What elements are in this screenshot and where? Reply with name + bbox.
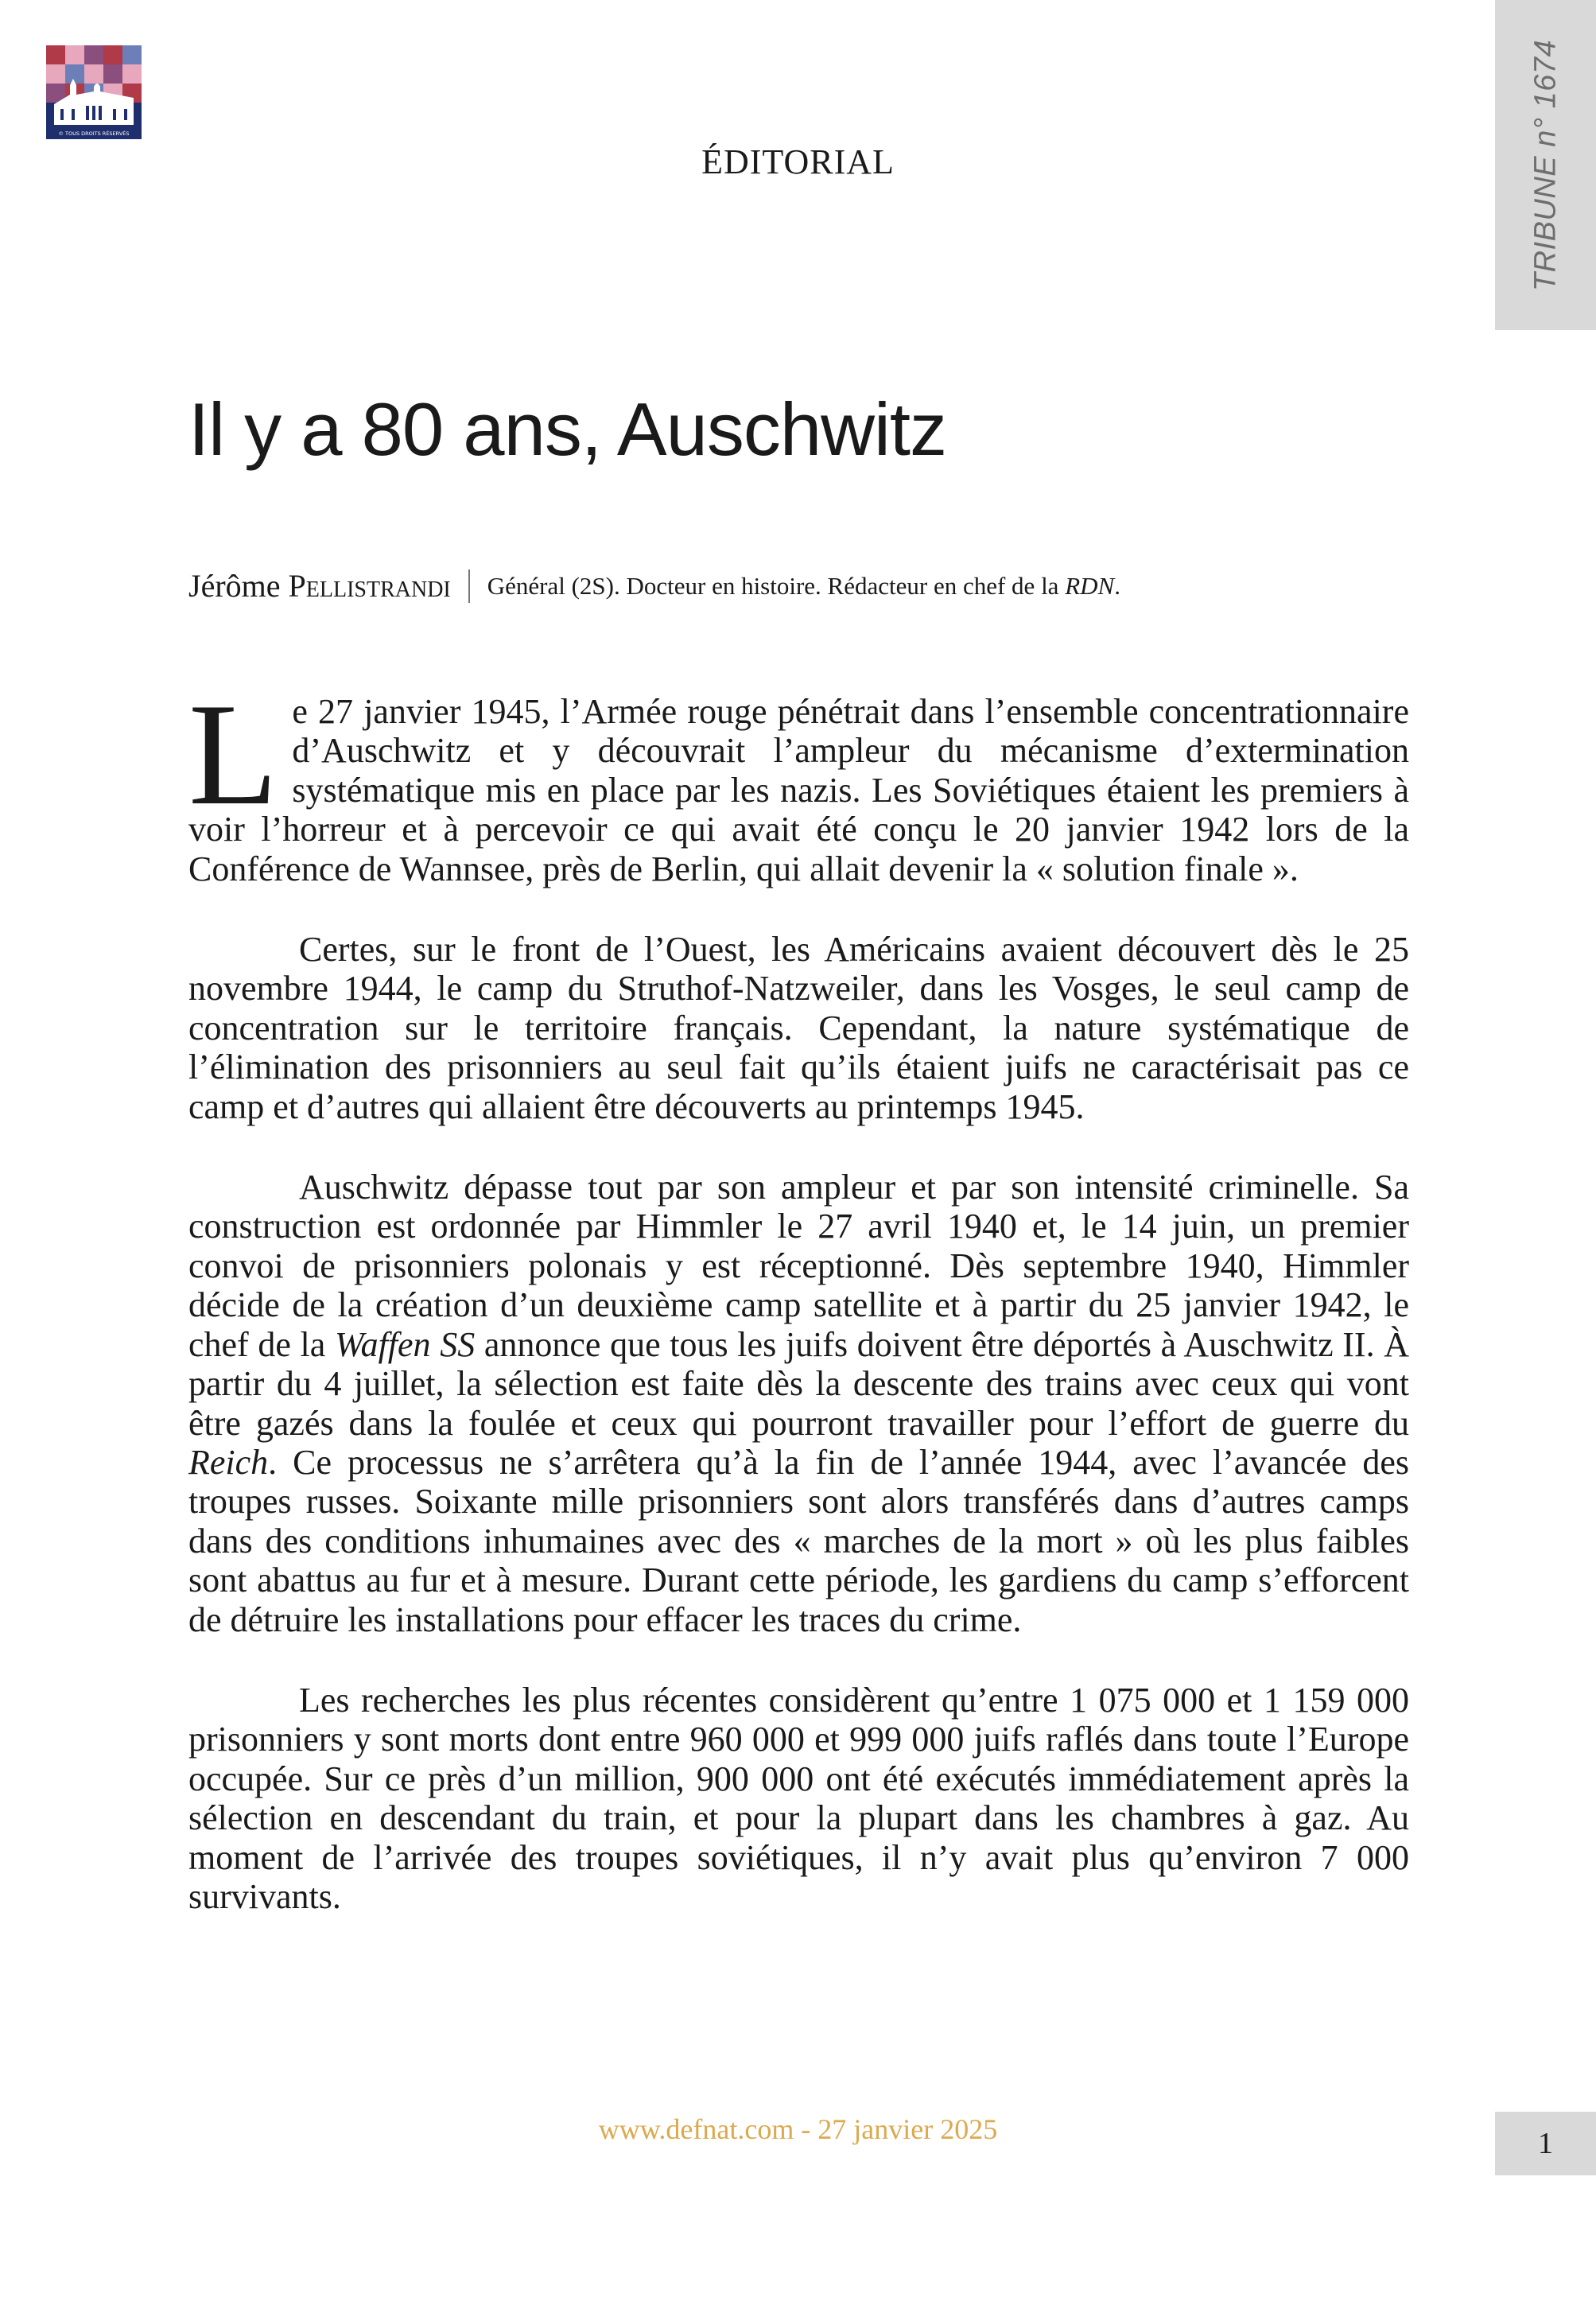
drop-cap: L: [188, 673, 278, 835]
logo-credit: © TOUS DROITS RÉSERVÉS: [58, 130, 130, 137]
author-first-name: Jérôme: [188, 568, 281, 604]
paragraph-2: Certes, sur le front de l’Ouest, les Américains avaient découvert dès le 25 novembre 1944, le camp du Struthof-Natzweiler, dans les Vosges, le seul camp de concentration sur le territoire français. Cependant, la nature systématique de l’élimination des prisonniers au seul fait qu’ils étaient juifs ne caractérisait pas ce camp et d’autres qui allaient être découverts au printemps 1945.: [188, 930, 1409, 1126]
paragraph-3-em-2: Reich: [188, 1442, 269, 1482]
article-title: Il y a 80 ans, Auschwitz: [188, 387, 947, 471]
author-last-name: Pellistrandi: [288, 568, 451, 604]
paragraph-3-part-3: . Ce processus ne s’arrêtera qu’à la fin de l’année 1944, avec l’avancée des troupes russes. Soixante mille prisonniers sont alors transférés dans d’autres camps dans des conditions inhumaines avec des « marches de la mort » où les plus faibles sont abattus au fur et à mesure. Durant cette période, les gardiens du camp s’efforcent de détruire les installations pour effacer les traces du crime.: [188, 1442, 1409, 1639]
author-role: [487, 572, 1120, 601]
paragraph-4: Les recherches les plus récentes considèrent qu’entre 1 075 000 et 1 159 000 prisonniers y sont morts dont entre 960 000 et 999 000 juifs raflés dans toute l’Europe occupée. Sur ce près d’un million, 900 000 ont été exécutés immédiatement après la sélection en descendant du train, et pour la plupart dans les chambres à gaz. Au moment de l’arrivée des troupes soviétiques, il n’y avait plus qu’environ 7 000 survivants.: [188, 1680, 1409, 1916]
paragraph-3-em-1: Waffen SS: [334, 1324, 476, 1364]
tribune-number: TRIBUNE n° 1674: [1528, 39, 1562, 291]
author-name: [188, 567, 451, 604]
paragraph-3-part-2: annonce que tous les juifs doivent être déportés à Auschwitz II. À partir du 4 juillet, la sélection est faite dès la descente des trains avec ceux qui vont être gazés dans la foulée et ceux qui pourront travailler pour l’effort de guerre du: [188, 1324, 1409, 1443]
paragraph-3: [188, 1168, 1409, 1639]
byline-separator: [468, 569, 470, 603]
author-role-end: .: [1114, 571, 1120, 600]
article-body: [188, 673, 1409, 1957]
paragraph-3-part-1: Auschwitz dépasse tout par son ampleur et par son intensité criminelle. Sa construction est ordonnée par Himmler le 27 avril 1940 et, le 14 juin, un premier convoi de prisonniers polonais y est réceptionné. Dès septembre 1940, Himmler décide de la création d’un deuxième camp satellite et à partir du 25 janvier 1942, le chef de la: [188, 1168, 1409, 1364]
section-label: ÉDITORIAL: [701, 142, 895, 181]
author-role-journal: RDN: [1065, 571, 1115, 600]
rdn-logo: [46, 45, 142, 139]
page-number: 1: [1495, 2112, 1596, 2175]
footer-site-date[interactable]: www.defnat.com - 27 janvier 2025: [598, 2113, 998, 2145]
author-role-text: Général (2S). Docteur en histoire. Rédacteur en chef de la: [487, 571, 1059, 600]
paragraph-1-text: e 27 janvier 1945, l’Armée rouge pénétrait dans l’ensemble concentrationnaire d’Auschwitz et y découvrait l’ampleur du mécanisme d’extermination systématique mis en place par les nazis. Les Soviétiques étaient les premiers à voir l’horreur et à percevoir ce qui avait été conçu le 20 janvier 1942 lors de la Conférence de Wannsee, près de Berlin, qui allait devenir la « solution finale ».: [188, 692, 1409, 888]
byline: [188, 567, 1120, 604]
paragraph-1: [188, 673, 1409, 888]
